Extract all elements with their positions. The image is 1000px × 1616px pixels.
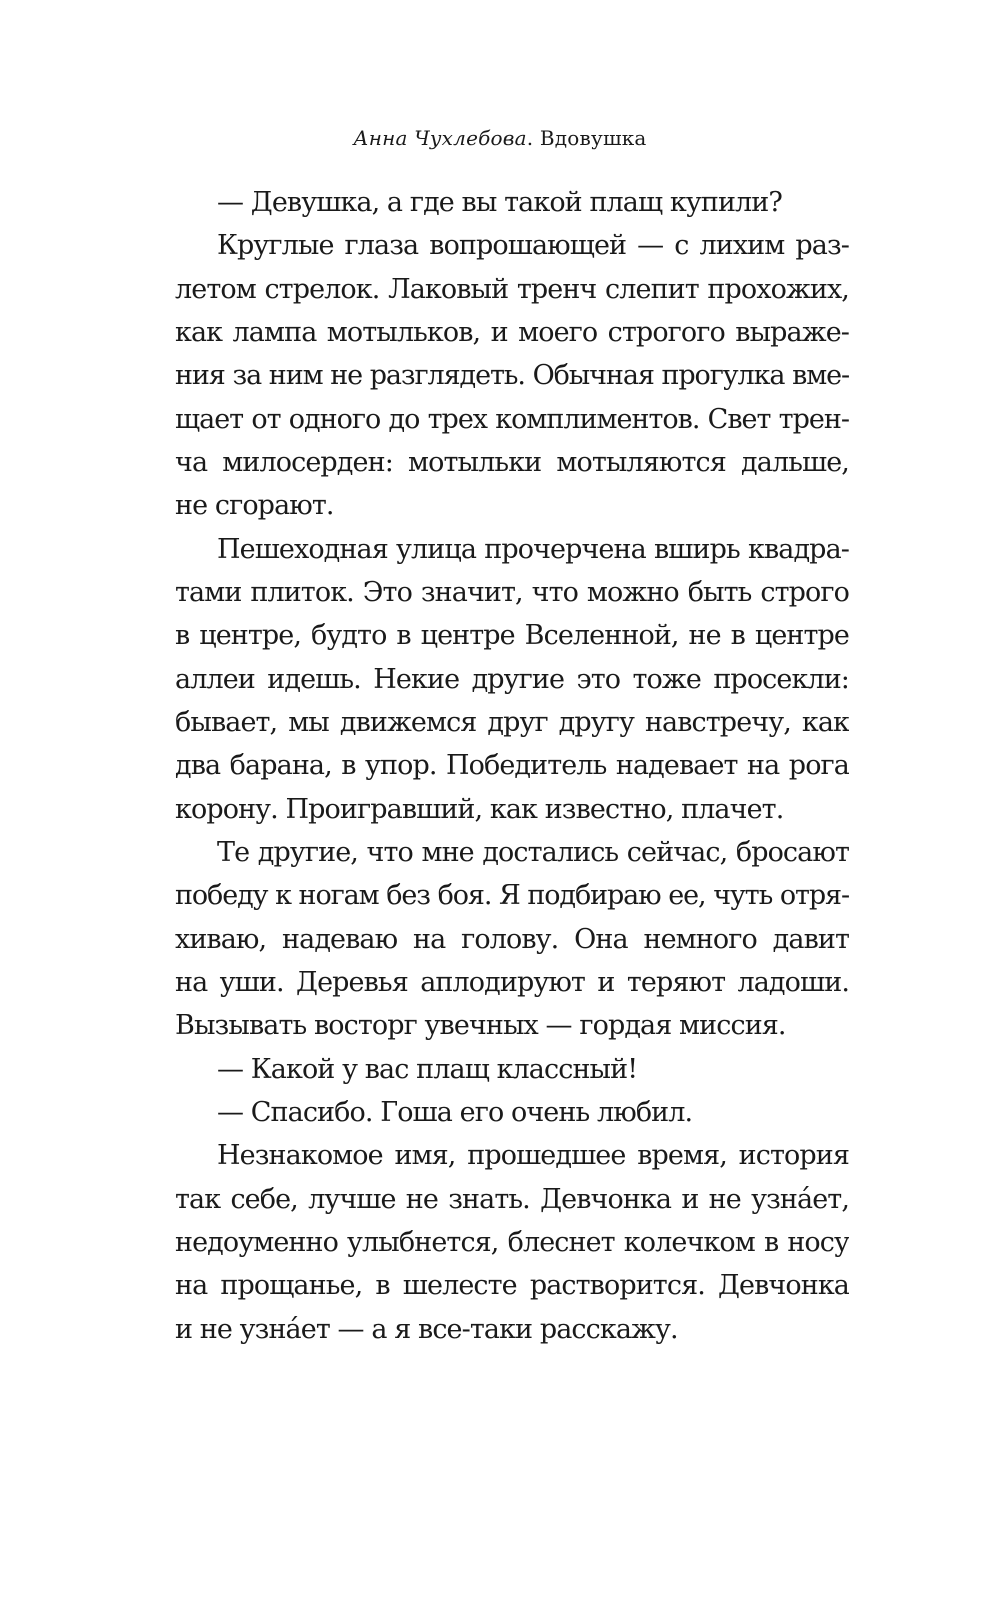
text-line: хиваю, надеваю на голову. Она немного давит [175,923,849,955]
text-line: Вызывать восторг увечных — гордая миссия. [175,1010,786,1042]
text-line: и не узна́ет — а я все-таки расскажу. [175,1313,678,1345]
text-line: на прощанье, в шелесте растворится. Девчонка [175,1270,849,1302]
running-head-separator: . [526,126,540,150]
running-head-author: Анна Чухлебова [353,126,527,150]
running-head [0,124,1000,152]
text-line: Незнакомое имя, прошедшее время, история [217,1140,849,1172]
body-text [175,181,849,1351]
text-line: Пешеходная улица прочерчена вширь квадра- [217,533,849,565]
text-line: ча милосерден: мотыльки мотыляются дальше, [175,446,849,478]
text-line: два барана, в упор. Победитель надевает на рога [175,750,849,782]
text-line: в центре, будто в центре Вселенной, не в центре [175,620,849,652]
text-line: Те другие, что мне достались сейчас, бросают [217,836,849,868]
text-line: как лампа мотыльков, и моего строгого выраже- [175,316,849,348]
text-line: — Девушка, а где вы такой плащ купили? [217,187,782,218]
text-line: Круглые глаза вопрошающей — с лихим раз- [217,230,849,262]
text-line: недоуменно улыбнется, блеснет колечком в носу [175,1226,849,1258]
text-line: — Спасибо. Гоша его очень любил. [217,1096,693,1128]
text-line: не сгорают. [175,490,334,522]
text-line: ния за ним не разглядеть. Обычная прогулка вме- [175,360,849,392]
text-line: аллеи идешь. Некие другие это тоже просекли: [175,663,849,695]
text-line: корону. Проигравший, как известно, плачет. [175,793,784,825]
text-line: бывает, мы движемся друг другу навстречу, как [175,706,849,738]
text-line: тами плиток. Это значит, что можно быть строго [175,576,849,608]
text-line: на уши. Деревья аплодируют и теряют ладоши. [175,966,849,998]
text-line: летом стрелок. Лаковый тренч слепит прохожих, [175,273,849,305]
running-head-title: Вдовушка [539,126,647,150]
text-line: так себе, лучше не знать. Девчонка и не узна́ет, [175,1183,849,1215]
text-line: победу к ногам без боя. Я подбираю ее, чуть отря- [175,880,849,912]
text-line: — Какой у вас плащ классный! [217,1053,638,1085]
text-line: щает от одного до трех комплиментов. Свет трен- [175,403,849,435]
